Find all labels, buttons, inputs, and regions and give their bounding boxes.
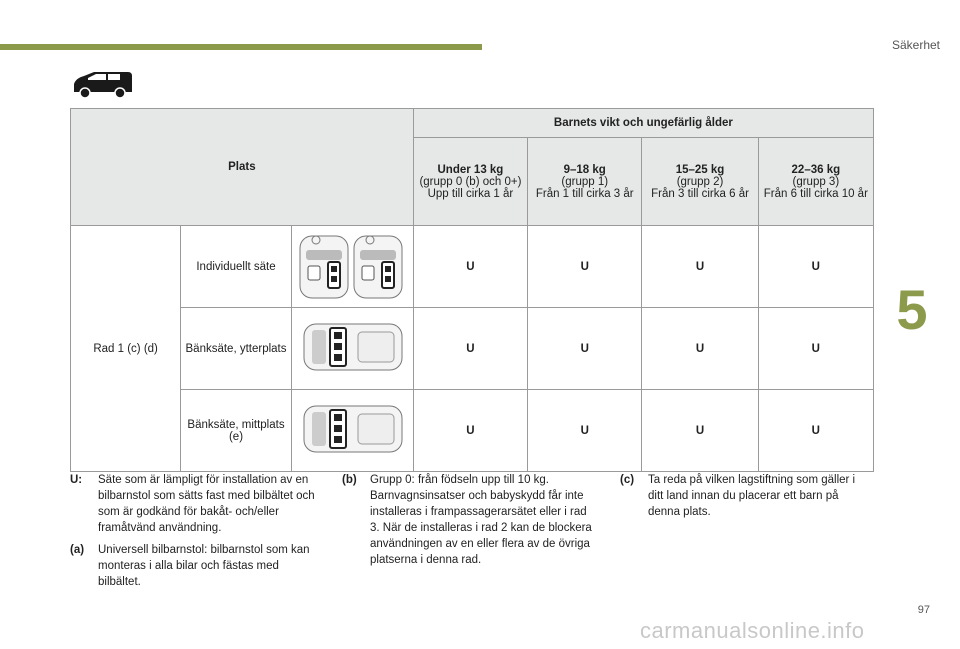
page-number: 97	[917, 604, 930, 616]
chapter-number: 5	[896, 278, 928, 341]
value-cell: U	[642, 308, 758, 390]
group-col-2: 15–25 kg (grupp 2) Från 3 till cirka 6 år	[642, 138, 758, 226]
seat-diagram-bench-middle	[291, 390, 413, 472]
value-cell: U	[758, 308, 873, 390]
top-accent-bar	[0, 44, 482, 50]
table-row	[71, 226, 874, 308]
notes-column-1	[70, 472, 322, 596]
note-a: (a) Universell bilbarnstol: bilbarnstol som kan monteras i alla bilar och fästas med bilbältet.	[70, 544, 310, 588]
seat-label: Bänksäte, ytterplats	[181, 308, 292, 390]
value-cell: U	[758, 390, 873, 472]
place-header: Plats	[71, 109, 414, 226]
car-top-view-icon	[294, 392, 411, 466]
seat-diagram-individual	[291, 226, 413, 308]
group-col-0: Under 13 kg (grupp 0 (b) och 0+) Upp till cirka 1 år	[413, 138, 527, 226]
group-header: Barnets vikt och ungefärlig ålder	[413, 109, 873, 138]
value-cell: U	[642, 390, 758, 472]
note-b: (b) Grupp 0: från födseln upp till 10 kg. Barnvagnsinsatser och babyskydd får inte installeras i frampassagerarsätet eller i rad 3. När de installeras i rad 2 kan de blockera användningen av en eller flera av de övriga platserna i denna rad.	[342, 474, 592, 566]
seat-label: Individuellt säte	[181, 226, 292, 308]
child-seat-table	[70, 108, 874, 472]
group-col-1: 9–18 kg (grupp 1) Från 1 till cirka 3 år	[528, 138, 642, 226]
value-cell: U	[528, 390, 642, 472]
table-row	[71, 308, 874, 390]
seat-diagram-bench-outer	[291, 308, 413, 390]
value-cell: U	[413, 390, 527, 472]
van-icon	[70, 70, 134, 100]
value-cell: U	[758, 226, 873, 308]
note-c: (c) Ta reda på vilken lagstiftning som gäller i ditt land innan du placerar ett barn på denna plats.	[620, 474, 856, 518]
group-col-3: 22–36 kg (grupp 3) Från 6 till cirka 10 år	[758, 138, 873, 226]
watermark: carmanualsonline.info	[640, 618, 865, 643]
section-title: Säkerhet	[891, 38, 940, 52]
notes-column-2	[342, 472, 598, 574]
car-top-view-icon	[294, 310, 411, 384]
seat-label: Bänksäte, mittplats (e)	[181, 390, 292, 472]
value-cell: U	[528, 308, 642, 390]
value-cell: U	[528, 226, 642, 308]
car-top-view-icon	[294, 228, 411, 302]
value-cell: U	[413, 308, 527, 390]
notes-column-3	[620, 472, 870, 526]
note-u: U: Säte som är lämpligt för installation av en bilbarnstol som sätts fast med bilbältet och som är godkänd för bakåt- och/eller framåtvänd användning.	[70, 474, 315, 534]
row-label: Rad 1 (c) (d)	[71, 226, 181, 472]
table-row	[71, 390, 874, 472]
value-cell: U	[642, 226, 758, 308]
value-cell: U	[413, 226, 527, 308]
